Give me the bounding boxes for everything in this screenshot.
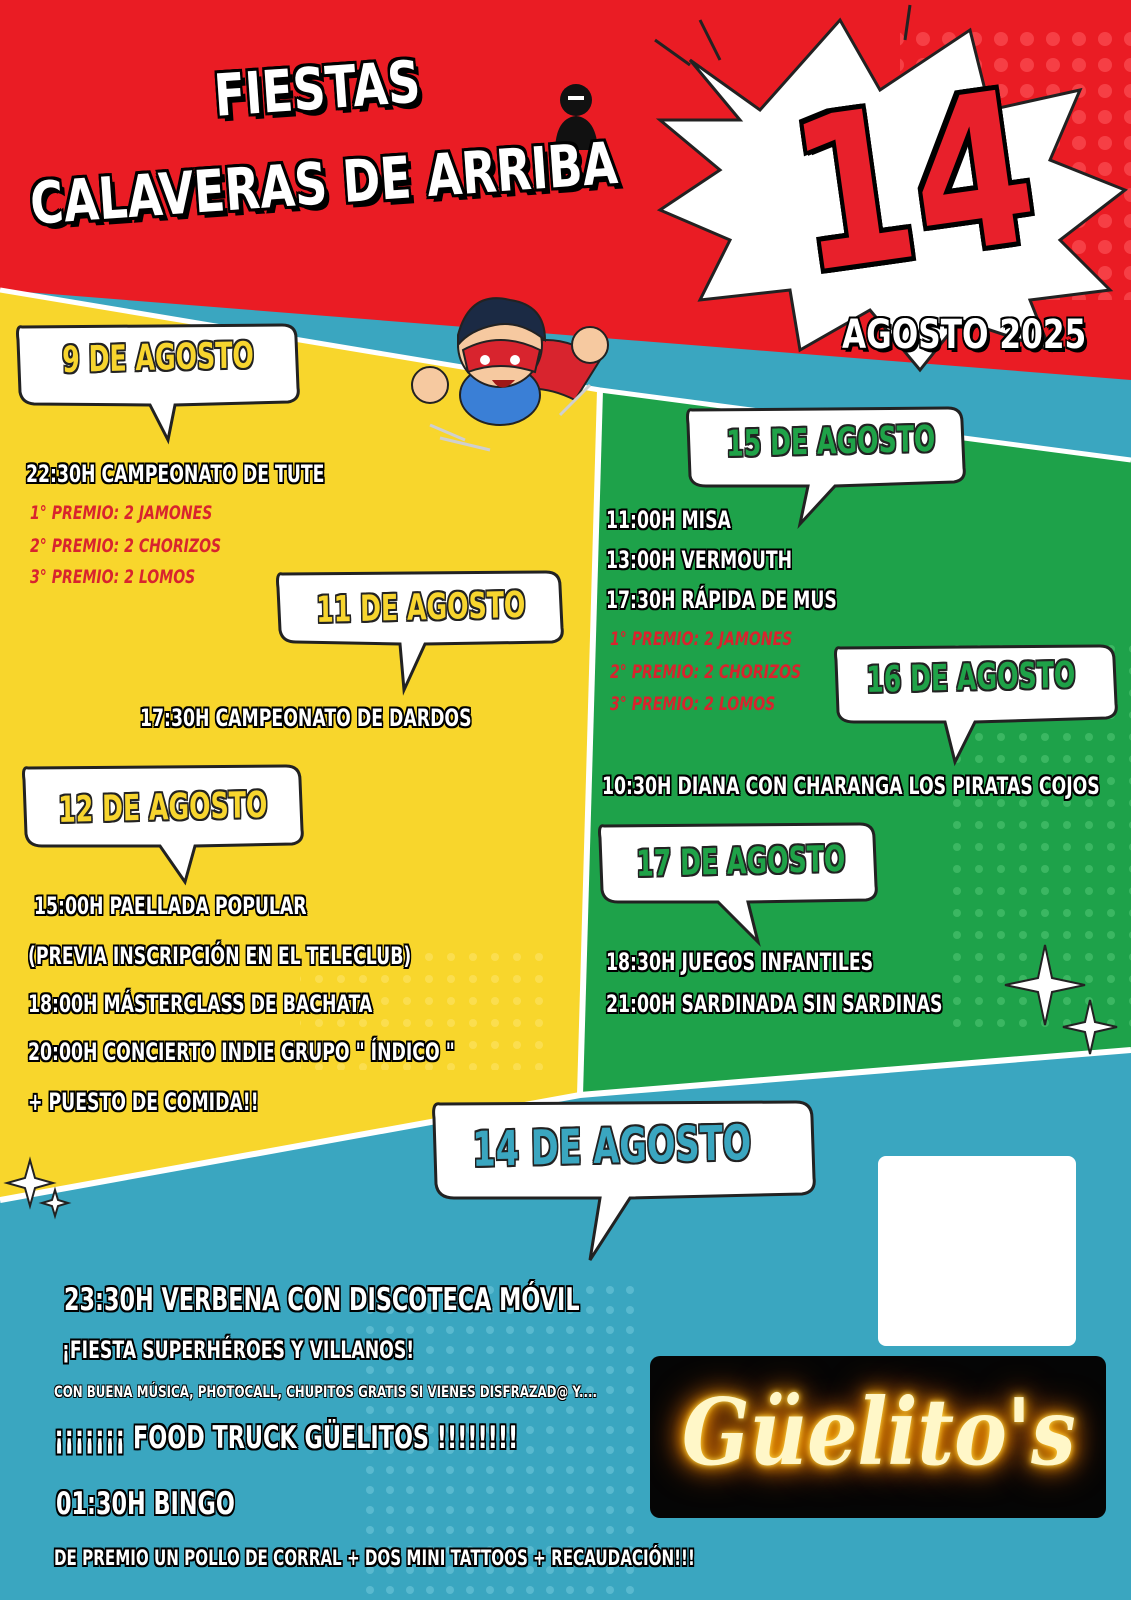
- day-label-9: 9 DE AGOSTO: [62, 335, 255, 381]
- logo-sub: BURGER: [956, 1300, 1006, 1310]
- prize-9-1: 1° PREMIO: 2 JAMONES: [30, 502, 213, 524]
- prize-15-1: 1° PREMIO: 2 JAMONES: [610, 628, 793, 650]
- event-15-2: 13:00H VERMOUTH: [606, 546, 793, 574]
- event-11-1: 17:30H CAMPEONATO DE DARDOS: [140, 704, 472, 732]
- prize-15-2: 2° PREMIO: 2 CHORIZOS: [610, 661, 802, 683]
- event-12-4: 20:00H CONCIERTO INDIE GRUPO " ÍNDICO ": [28, 1038, 455, 1066]
- month-year: AGOSTO 2025: [842, 312, 1087, 358]
- prize-9-2: 2° PREMIO: 2 CHORIZOS: [30, 535, 222, 557]
- day-label-12: 12 DE AGOSTO: [58, 784, 268, 831]
- event-14-1: 23:30H VERBENA CON DISCOTECA MÓVIL: [64, 1282, 580, 1318]
- title-line-2: CALAVERAS DE ARRIBA: [28, 128, 620, 238]
- event-15-3: 17:30H RÁPIDA DE MUS: [606, 586, 837, 614]
- neon-text: Güelito's: [682, 1378, 1076, 1486]
- event-14-2: ¡FIESTA SUPERHÉROES Y VILLANOS!: [62, 1336, 415, 1364]
- day-label-14: 14 DE AGOSTO: [472, 1115, 752, 1178]
- day-label-16: 16 DE AGOSTO: [866, 654, 1076, 701]
- event-17-1: 18:30H JUEGOS INFANTILES: [606, 948, 874, 976]
- event-12-3: 18:00H MÁSTERCLASS DE BACHATA: [28, 990, 373, 1018]
- logo-name: Güelito's: [934, 1280, 1006, 1299]
- big-day-number: 14: [777, 44, 1049, 321]
- event-9-1: 22:30H CAMPEONATO DE TUTE: [26, 460, 325, 488]
- event-14-3: CON BUENA MÚSICA, PHOTOCALL, CHUPITOS GRATIS SI VIENES DISFRAZAD@ Y....: [54, 1382, 598, 1401]
- event-17-2: 21:00H SARDINADA SIN SARDINAS: [606, 990, 943, 1018]
- guelitos-burger-logo: [878, 1156, 1076, 1346]
- event-14-6: DE PREMIO UN POLLO DE CORRAL + DOS MINI TATTOOS + RECAUDACIÓN!!!: [54, 1546, 695, 1570]
- event-15-1: 11:00H MISA: [606, 506, 731, 534]
- event-14-4: ¡¡¡¡¡¡¡ FOOD TRUCK GÜELITOS !!!!!!!!: [54, 1420, 519, 1456]
- event-14-5: 01:30H BINGO: [56, 1486, 235, 1522]
- event-16-1: 10:30H DIANA CON CHARANGA LOS PIRATAS COJOS: [602, 772, 1100, 800]
- event-12-2: (PREVIA INSCRIPCIÓN EN EL TELECLUB): [28, 942, 412, 970]
- prize-15-3: 3° PREMIO: 2 LOMOS: [610, 693, 776, 715]
- prize-9-3: 3° PREMIO: 2 LOMOS: [30, 566, 196, 588]
- day-label-17: 17 DE AGOSTO: [636, 838, 846, 885]
- title-line-1: FIESTAS: [212, 47, 423, 130]
- guelitos-neon-sign: [650, 1356, 1106, 1518]
- day-label-15: 15 DE AGOSTO: [726, 418, 936, 465]
- event-12-1: 15:00H PAELLADA POPULAR: [34, 892, 307, 920]
- event-12-5: + PUESTO DE COMIDA!!: [28, 1088, 259, 1116]
- day-label-11: 11 DE AGOSTO: [316, 584, 526, 631]
